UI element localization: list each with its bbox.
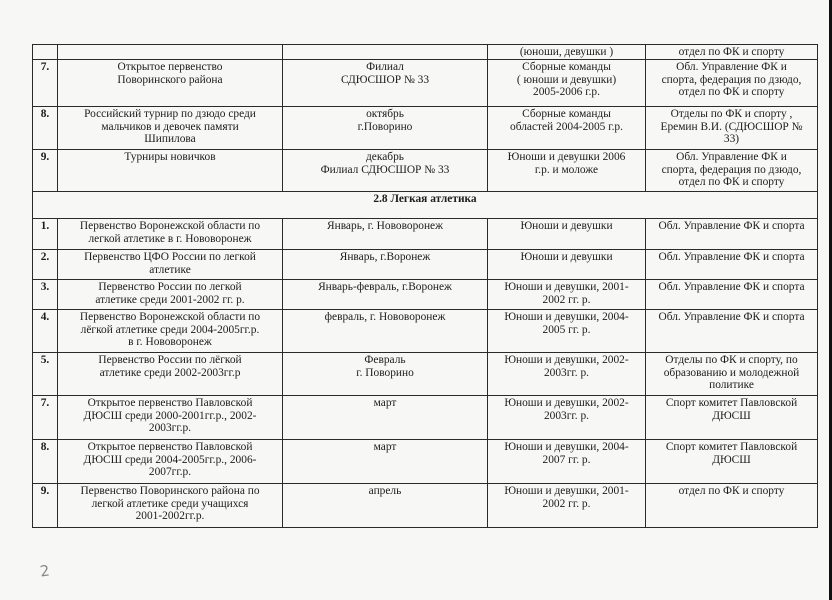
organizer-cell: отдел по ФК и спорту bbox=[646, 45, 818, 60]
participants-cell: Сборные команды областей 2004-2005 г.р. bbox=[488, 107, 646, 150]
participants-cell: Юноши и девушки, 2002- 2003гг. р. bbox=[488, 396, 646, 440]
table-row bbox=[33, 310, 818, 353]
event-cell: Первенство России по лёгкой атлетике среди 2002-2003гг.р bbox=[58, 353, 283, 396]
event-cell: Турниры новичков bbox=[58, 150, 283, 192]
table-row bbox=[33, 150, 818, 192]
event-cell: Российский турнир по дзюдо среди мальчиков и девочек памяти Шипилова bbox=[58, 107, 283, 150]
organizer-cell: Обл. Управление ФК и спорта bbox=[646, 250, 818, 280]
event-cell: Открытое первенство Поворинского района bbox=[58, 60, 283, 107]
place-cell: март bbox=[283, 396, 488, 440]
row-number: 5. bbox=[33, 353, 58, 396]
place-cell: Январь, г. Нововоронеж bbox=[283, 219, 488, 250]
event-cell: Открытое первенство Павловской ДЮСШ среди 2000-2001гг.р., 2002- 2003гг.р. bbox=[58, 396, 283, 440]
participants-cell: Юноши и девушки, 2004- 2005 гг. р. bbox=[488, 310, 646, 353]
table-row bbox=[33, 396, 818, 440]
place-cell: Февраль г. Поворино bbox=[283, 353, 488, 396]
place-cell bbox=[283, 45, 488, 60]
participants-cell: Юноши и девушки bbox=[488, 219, 646, 250]
table-row bbox=[33, 45, 818, 60]
participants-cell: Юноши и девушки, 2004- 2007 гг. р. bbox=[488, 440, 646, 484]
row-number bbox=[33, 45, 58, 60]
table-row bbox=[33, 353, 818, 396]
organizer-cell: отдел по ФК и спорту bbox=[646, 484, 818, 528]
organizer-cell: Отделы по ФК и спорту, по образованию и молодежной политике bbox=[646, 353, 818, 396]
participants-cell: (юноши, девушки ) bbox=[488, 45, 646, 60]
participants-cell: Юноши и девушки bbox=[488, 250, 646, 280]
participants-cell: Юноши и девушки 2006 г.р. и моложе bbox=[488, 150, 646, 192]
table-row bbox=[33, 484, 818, 528]
organizer-cell: Обл. Управление ФК и спорта, федерация по дзюдо, отдел по ФК и спорту bbox=[646, 150, 818, 192]
place-cell: Январь-февраль, г.Воронеж bbox=[283, 280, 488, 310]
participants-cell: Юноши и девушки, 2002- 2003гг. р. bbox=[488, 353, 646, 396]
event-cell: Первенство Воронежской области по легкой атлетике в г. Нововоронеж bbox=[58, 219, 283, 250]
organizer-cell: Обл. Управление ФК и спорта bbox=[646, 280, 818, 310]
row-number: 4. bbox=[33, 310, 58, 353]
place-cell: Филиал СДЮСШОР № 33 bbox=[283, 60, 488, 107]
organizer-cell: Обл. Управление ФК и спорта bbox=[646, 310, 818, 353]
row-number: 9. bbox=[33, 484, 58, 528]
event-cell: Открытое первенство Павловской ДЮСШ среди 2004-2005гг.р., 2006- 2007гг.р. bbox=[58, 440, 283, 484]
organizer-cell: Обл. Управление ФК и спорта, федерация по дзюдо, отдел по ФК и спорту bbox=[646, 60, 818, 107]
page-number-mark: 2 bbox=[38, 561, 51, 581]
place-cell: февраль, г. Нововоронеж bbox=[283, 310, 488, 353]
table-row bbox=[33, 60, 818, 107]
row-number: 8. bbox=[33, 440, 58, 484]
row-number: 8. bbox=[33, 107, 58, 150]
organizer-cell: Спорт комитет Павловской ДЮСШ bbox=[646, 440, 818, 484]
participants-cell: Юноши и девушки, 2001- 2002 гг. р. bbox=[488, 484, 646, 528]
participants-cell: Сборные команды ( юноши и девушки) 2005-2006 г.р. bbox=[488, 60, 646, 107]
section-title: 2.8 Легкая атлетика bbox=[33, 192, 818, 219]
table-row bbox=[33, 219, 818, 250]
row-number: 2. bbox=[33, 250, 58, 280]
row-number: 9. bbox=[33, 150, 58, 192]
organizer-cell: Обл. Управление ФК и спорта bbox=[646, 219, 818, 250]
events-table-body bbox=[33, 45, 818, 528]
row-number: 1. bbox=[33, 219, 58, 250]
organizer-cell: Отделы по ФК и спорту , Еремин В.И. (СДЮСШОР № 33) bbox=[646, 107, 818, 150]
place-cell: март bbox=[283, 440, 488, 484]
row-number: 7. bbox=[33, 396, 58, 440]
table-row bbox=[33, 250, 818, 280]
event-cell: Первенство России по легкой атлетике среди 2001-2002 гг. р. bbox=[58, 280, 283, 310]
row-number: 7. bbox=[33, 60, 58, 107]
participants-cell: Юноши и девушки, 2001- 2002 гг. р. bbox=[488, 280, 646, 310]
event-cell: Первенство ЦФО России по легкой атлетике bbox=[58, 250, 283, 280]
events-table bbox=[32, 44, 818, 528]
place-cell: октябрь г.Поворино bbox=[283, 107, 488, 150]
place-cell: апрель bbox=[283, 484, 488, 528]
event-cell: Первенство Поворинского района по легкой атлетике среди учащихся 2001-2002гг.р. bbox=[58, 484, 283, 528]
table-row bbox=[33, 280, 818, 310]
organizer-cell: Спорт комитет Павловской ДЮСШ bbox=[646, 396, 818, 440]
place-cell: Январь, г.Воронеж bbox=[283, 250, 488, 280]
event-cell bbox=[58, 45, 283, 60]
event-cell: Первенство Воронежской области по лёгкой атлетике среди 2004-2005гг.р. в г. Нововоронеж bbox=[58, 310, 283, 353]
table-row bbox=[33, 440, 818, 484]
section-row bbox=[33, 192, 818, 219]
row-number: 3. bbox=[33, 280, 58, 310]
table-row bbox=[33, 107, 818, 150]
place-cell: декабрь Филиал СДЮСШОР № 33 bbox=[283, 150, 488, 192]
